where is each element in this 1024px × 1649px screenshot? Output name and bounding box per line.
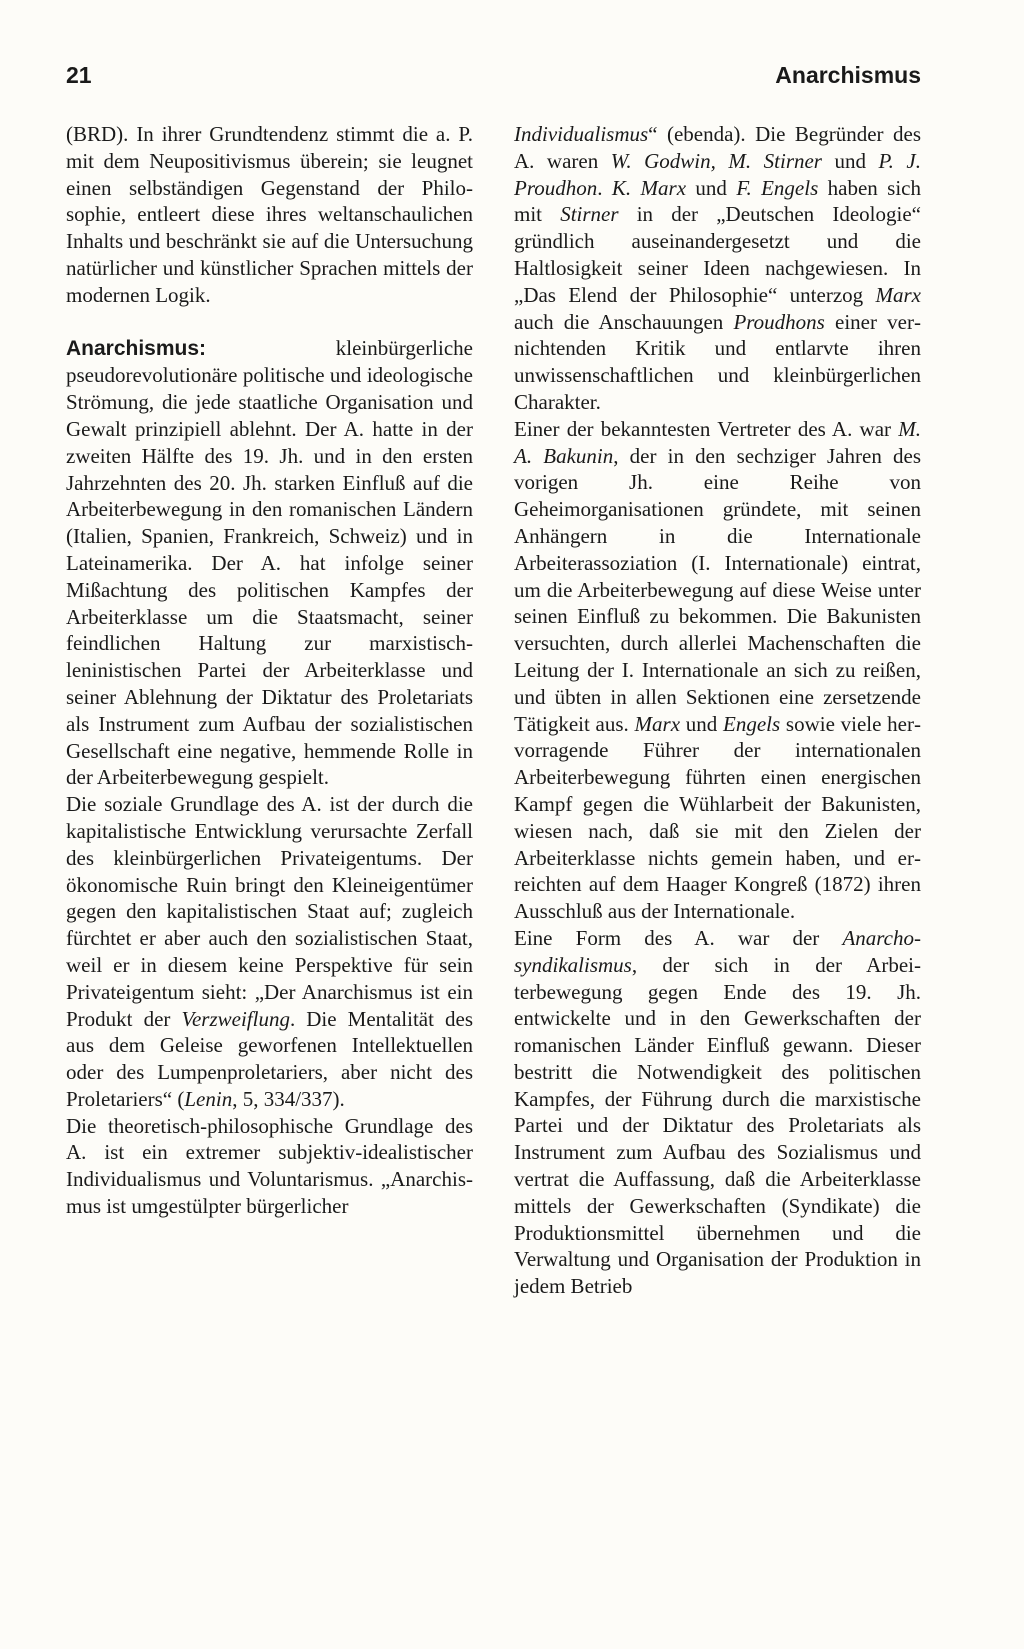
running-head: Anarchismus — [775, 62, 921, 88]
text-run: sowie viele hervorragende Führer der internationalen Arbeiterbewegung führten einen energischen Kampf gegen die Wühlarbeit der Bakunisten, wiesen nach, daß sie mit den Zielen der Arbeiterklasse nichts gemein haben, und erreichten auf dem Haager Kongreß (1872) ihren Ausschluß aus der Internationale. — [514, 711, 921, 924]
text-run: . — [597, 175, 612, 200]
text-run: haben sich mit — [514, 175, 922, 227]
italic-text: Engels — [723, 711, 781, 736]
text-run: Die soziale Grundlage des A. ist der durch die kapitalistische Entwicklung verursachte Zerfall des kleinbürgerlichen Privateigentums. Der ökonomische Ruin bringt den Kleineigentümer gegen den kapitalistischen Staat auf; zugleich fürchtet er aber auch den sozialistischen Staat, weil er in diesem keine Perspektive für sein Privateigentum sieht: „Der Anarchismus ist ein Produkt der — [66, 792, 473, 1031]
italic-text: Marx — [875, 282, 921, 307]
italic-text: Stirner — [560, 202, 619, 227]
text-run: kleinbürgerliche pseudorevolutionäre politische und ideologische Strömung, die jede staatliche Organisation und Gewalt prinzipiell ablehnt. Der A. hatte in der zweiten Hälfte des 19. Jh. und in den ersten Jahrzehnten des 20. Jh. starken Einfluß auf die Arbeiterbewegung in den romanischen Ländern (Italien, Spanien, Frankreich, Schweiz) und in Lateinamerika. Der A. hat infolge seiner Mißachtung des politischen Kampfes der Arbeiterklasse um die Staatsmacht, seiner feindlichen Haltung zur marxistisch-leninistischen Partei der Arbeiterklasse und seiner Ablehnung der Diktatur des Proletariats als Instrument zum Aufbau der sozialistischen Gesellschaft eine negative, hemmende Rolle in der Arbeiterbewegung gespielt. — [66, 335, 473, 790]
text-run: . Die Mentalität des aus dem Geleise geworfenen Intellektuellen oder des Lumpenproletariers, aber nicht des Proletariers“ ( — [66, 1006, 474, 1111]
italic-text: W. Godwin, M. Stirner — [610, 148, 822, 173]
italic-text: M. A. Bakunin — [514, 416, 921, 468]
text-run: auch die Anschauungen — [514, 309, 734, 334]
entry-term: Anarchismus: — [66, 336, 207, 360]
paragraph — [514, 925, 921, 1300]
italic-text: Lenin — [184, 1086, 233, 1111]
text-run: , 5, 334/337). — [232, 1086, 345, 1111]
paragraph — [514, 416, 921, 925]
text-run: und — [680, 711, 724, 736]
italic-text: Marx — [634, 711, 681, 736]
page-header — [66, 62, 921, 98]
italic-text: Anarchosyndikalismus — [514, 925, 921, 977]
italic-text: K. Marx — [611, 175, 687, 200]
text-run: in der „Deutschen Ideologie“ gründlich auseinandergesetzt und die Haltlosigkeit seiner Ideen nachgewiesen. In „Das Elend der Philosophie“ unterzog — [514, 202, 921, 307]
italic-text: Individualismus — [514, 122, 649, 146]
text-run: einer vernichtenden Kritik und entlarvte ihren unwissenschaftlichen und kleinbürgerlichen Charakter. — [514, 309, 921, 414]
right-column — [514, 121, 921, 1300]
paragraph — [514, 121, 921, 416]
entry-anarchismus — [66, 335, 473, 792]
italic-text: F. Engels — [736, 175, 819, 200]
page-number: 21 — [66, 62, 92, 88]
text-run: (BRD). In ihrer Grundtendenz stimmt die a. P. mit dem Neupositivismus überein; sie leugnet einen selbständigen Gegenstand der Philosophie, entleert diese ihres weltanschaulichen Inhalts und beschränkt sie auf die Untersuchung natürlicher und künstlicher Sprachen mittels der modernen Logik. — [66, 122, 473, 307]
paragraph — [66, 791, 473, 1113]
left-column — [66, 121, 473, 1220]
text-run: “ (ebenda). Die Begründer des A. waren — [514, 122, 921, 173]
italic-text: Verzweiflung — [181, 1006, 290, 1031]
text-run: Einer der bekanntesten Vertreter des A. war — [514, 416, 899, 441]
paragraph — [66, 121, 473, 309]
text-run: und — [686, 175, 737, 200]
text-run: , der in den sechziger Jahren des vorigen Jh. eine Reihe von Geheimorganisationen gründete, mit seinen Anhängern in die Internationale Arbeiterassoziation (I. Internationale) eintrat, um die Arbeiterbewegung auf diese Weise unter seinen Einfluß zu bekommen. Die Bakunisten versuchten, durch allerlei Machenschaften die Leitung der I. Internationale an sich zu reißen, und übten in allen Sektionen eine zersetzende Tätigkeit aus. — [514, 443, 922, 736]
italic-text: P. J. Proudhon — [514, 148, 921, 200]
paragraph — [66, 1113, 473, 1220]
italic-text: Proudhons — [733, 309, 825, 334]
text-run: Die theoretisch-philosophische Grundlage des A. ist ein extremer subjektiv-idealistischer Individualismus und Voluntarismus. „Anarchismus ist umgestülpter bürgerlicher — [66, 1113, 473, 1219]
text-run: , der sich in der Arbeiterbewegung gegen Ende des 19. Jh. entwickelte und in den Gewerkschaften der romanischen Länder Einfluß gewann. Dieser bestritt die Notwendigkeit des politischen Kampfes, der Führung durch die marxistische Partei und der Diktatur des Proletariats als Instrument zum Aufbau des Sozialismus und vertrat die Auffassung, daß die Arbeiterklasse mittels der Gewerkschaften (Syndikate) die Produktionsmittel übernehmen und die Verwaltung und Organisation der Produktion in jedem Betrieb — [514, 952, 921, 1299]
text-run: und — [821, 148, 879, 173]
text-run: Eine Form des A. war der — [514, 925, 843, 950]
